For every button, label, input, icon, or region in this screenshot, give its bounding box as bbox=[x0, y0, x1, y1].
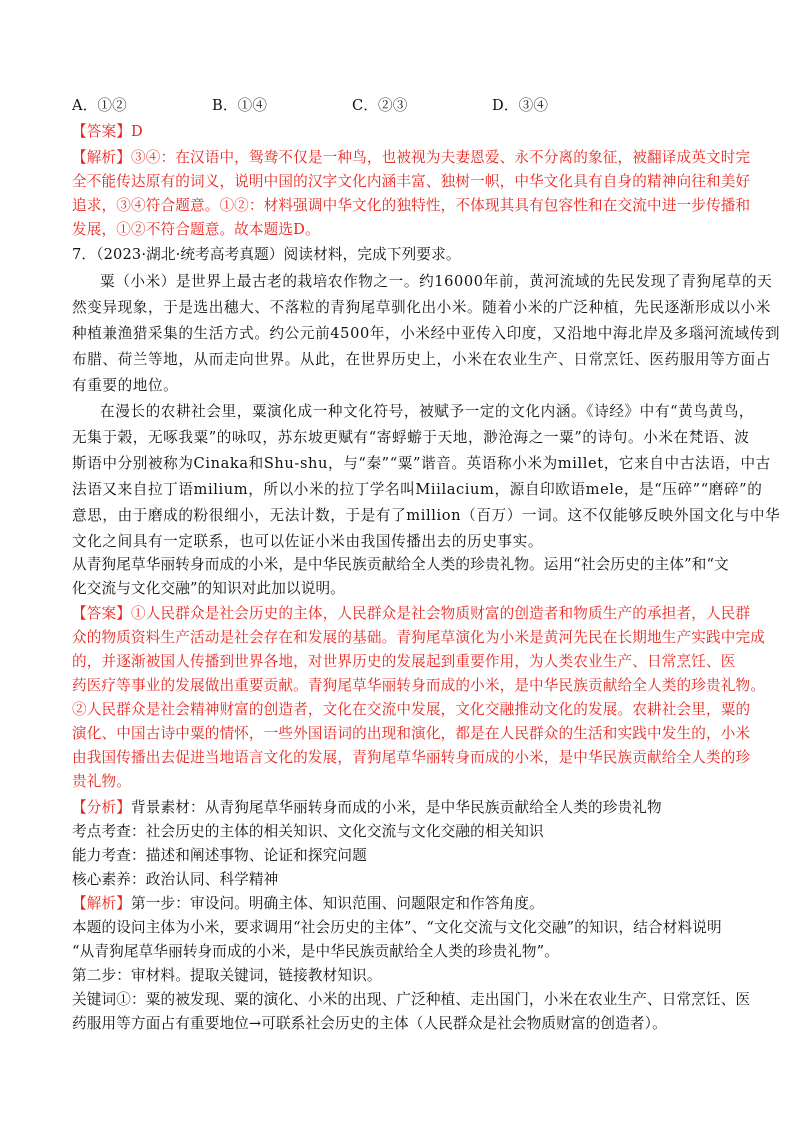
q6-analysis-line: 追求，③④符合题意。①②：材料强调中华文化的独特性，不体现其具有包容性和在交流中进一步传播和 bbox=[72, 197, 751, 214]
q6-analysis-line: 全不能传达原有的词义，说明中国的汉字文化内涵丰富、独树一帜，中华文化具有自身的精神向往和美好 bbox=[72, 173, 751, 190]
q6-answer: 【答案】D bbox=[72, 123, 143, 140]
material-line: 然变异现象，于是选出穗大、不落粒的青狗尾草驯化出小米。随着小米的广泛种植，先民逐渐形成以小米 bbox=[72, 299, 771, 316]
answer-options bbox=[72, 96, 632, 116]
material-line: 法语又来自拉丁语milium，所以小米的拉丁学名叫Miilacium，源自印欧语mele，是“压碎”“磨碎”的 bbox=[72, 481, 763, 498]
material-line: 斯语中分别被称为Cinaka和Shu-shu，与“秦”“粟”谐音。英语称小米为millet，它来自中古法语，中古 bbox=[72, 455, 771, 472]
material-line: 意思，由于磨成的粉很细小，无法计数，于是有了million（百万）一词。这不仅能够反映外国文化与中华 bbox=[72, 507, 781, 524]
option-c: C．②③ bbox=[352, 97, 408, 114]
material-line: 种植兼渔猎采集的生活方式。约公元前4500年，小米经中亚传入印度，又沿地中海北岸及多瑙河流域传到 bbox=[72, 325, 781, 342]
q7-answer-line: 的，并逐渐被国人传播到世界各地，对世界历史的发展起到重要作用，为人类农业生产、日常烹饪、医 bbox=[72, 653, 736, 670]
q7-jiexi-line: “从青狗尾草华丽转身而成的小米，是中华民族贡献给全人类的珍贵礼物”。 bbox=[72, 943, 560, 960]
q7-answer-line: 众的物质资料生产活动是社会存在和发展的基础。青狗尾草演化为小米是黄河先民在长期地生产实践中完成 bbox=[72, 629, 765, 646]
q7-jiexi-line: 第二步：审材料。提取关键词，链接教材知识。 bbox=[72, 967, 382, 984]
q7-suyang: 核心素养：政治认同、科学精神 bbox=[72, 871, 279, 888]
q6-analysis-line: 【解析】③④：在汉语中，鸳鸯不仅是一种鸟，也被视为夫妻恩爱、永不分离的象征，被翻译成英文时完 bbox=[72, 149, 751, 166]
q7-question-line: 化交流与文化交融”的知识对此加以说明。 bbox=[72, 580, 345, 597]
option-b: B．①④ bbox=[212, 97, 268, 114]
q7-answer-line: 【答案】①人民群众是社会历史的主体，人民群众是社会物质财富的创造者和物质生产的承担者，人民群 bbox=[72, 605, 751, 622]
q7-jiexi bbox=[72, 894, 544, 914]
q7-jiexi-line: 药服用等方面占有重要地位→可联系社会历史的主体（人民群众是社会物质财富的创造者）。 bbox=[72, 1015, 667, 1032]
q7-fenxi bbox=[72, 798, 662, 818]
q7-jiexi-line: 本题的设问主体为小米，要求调用“社会历史的主体”、“文化交流与文化交融”的知识，结合材料说明 bbox=[72, 919, 722, 936]
material-line: 布腊、荷兰等地，从而走向世界。从此，在世界历史上，小米在农业生产、日常烹饪、医药服用等方面占 bbox=[72, 351, 771, 368]
q6-analysis-line: 发展，①②不符合题意。故本题选D。 bbox=[72, 221, 320, 238]
q7-answer-line: 药医疗等事业的发展做出重要贡献。青狗尾草华丽转身而成的小米，是中华民族贡献给全人类的珍贵礼物。 bbox=[72, 677, 765, 694]
jiexi-label: 【解析】 bbox=[72, 895, 131, 912]
material-line: 文化之间具有一定联系，也可以佐证小米由我国传播出去的历史事实。 bbox=[72, 533, 544, 550]
q7-jiexi-line: 关键词①：粟的被发现、粟的演化、小米的出现、广泛种植、走出国门，小米在农业生产、日常烹饪、医 bbox=[72, 991, 751, 1008]
option-d: D．③④ bbox=[492, 97, 549, 114]
material-line: 在漫长的农耕社会里，粟演化成一种文化符号，被赋予一定的文化内涵。《诗经》中有“黄鸟黄鸟， bbox=[100, 403, 755, 420]
q7-kaodian: 考点考查：社会历史的主体的相关知识、文化交流与文化交融的相关知识 bbox=[72, 823, 544, 840]
q7-answer-line: ②人民群众是社会精神财富的创造者，文化在交流中发展，文化交融推动文化的发展。农耕社会里，粟的 bbox=[72, 701, 751, 718]
q7-question-line: 从青狗尾草华丽转身而成的小米，是中华民族贡献给全人类的珍贵礼物。运用“社会历史的主体”和“文 bbox=[72, 556, 729, 573]
option-a: A．①② bbox=[72, 97, 127, 114]
fenxi-text: 背景素材：从青狗尾草华丽转身而成的小米，是中华民族贡献给全人类的珍贵礼物 bbox=[130, 799, 662, 816]
jiexi-text: 第一步：审设问。明确主体、知识范围、问题限定和作答角度。 bbox=[130, 895, 544, 912]
q7-stem: 7．（2023·湖北·统考高考真题）阅读材料，完成下列要求。 bbox=[72, 246, 461, 263]
fenxi-label: 【分析】 bbox=[72, 799, 131, 816]
material-line: 无集于榖，无啄我粟”的咏叹，苏东坡更赋有“寄蜉蝣于天地，渺沧海之一粟”的诗句。小米在梵语、波 bbox=[72, 429, 750, 446]
material-line: 有重要的地位。 bbox=[72, 377, 179, 394]
q7-answer-line: 由我国传播出去促进当地语言文化的发展，青狗尾草华丽转身而成的小米，是中华民族贡献给全人类的珍 bbox=[72, 749, 751, 766]
q7-answer-line: 演化、中国古诗中粟的情怀，一些外国语词的出现和演化，都是在人民群众的生活和实践中发生的，小米 bbox=[72, 725, 751, 742]
q7-answer-line: 贵礼物。 bbox=[72, 773, 131, 790]
material-line: 粟（小米）是世界上最古老的栽培农作物之一。约16000年前，黄河流域的先民发现了青狗尾草的天 bbox=[100, 273, 773, 290]
q7-nengli: 能力考查：描述和阐述事物、论证和探究问题 bbox=[72, 847, 367, 864]
